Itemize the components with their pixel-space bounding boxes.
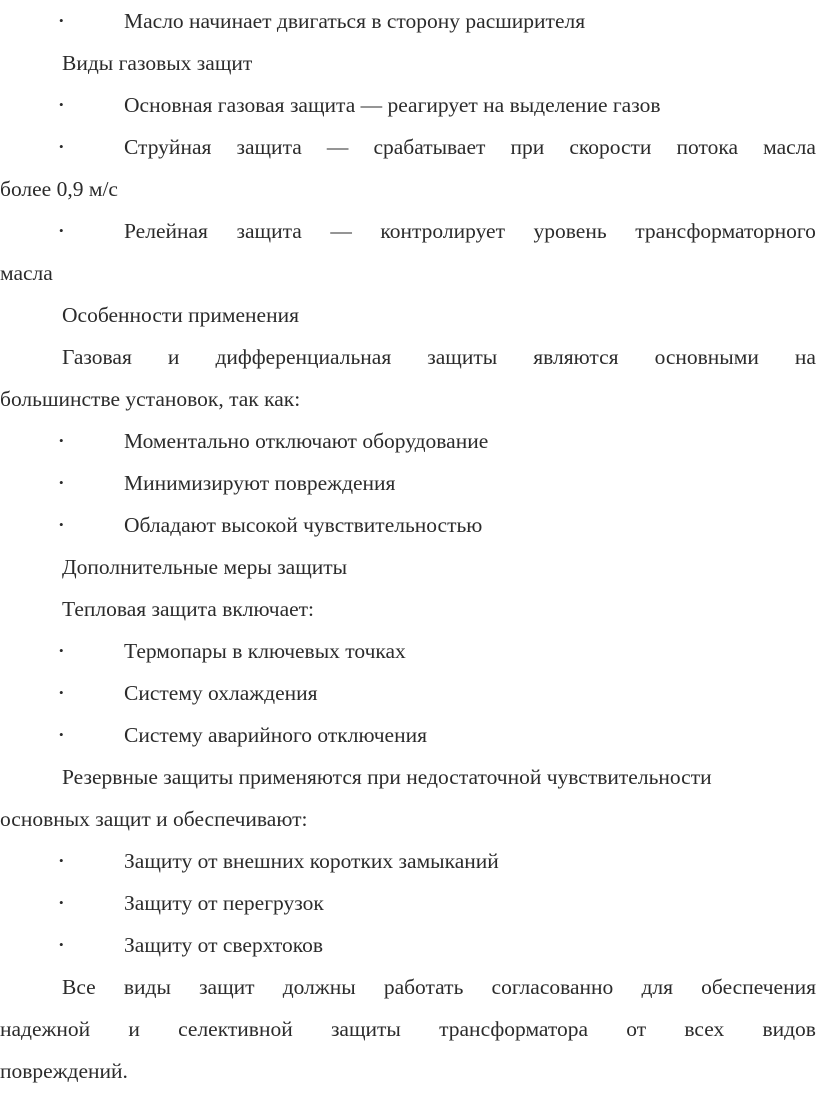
- word: защиты: [427, 345, 498, 369]
- paragraph-line: Резервные защиты применяются при недостаточной чувствительности: [62, 765, 712, 789]
- bullet-icon: •: [59, 475, 64, 490]
- word: обеспечения: [701, 975, 816, 999]
- word: Газовая: [62, 345, 132, 369]
- word: трансформаторного: [635, 219, 816, 243]
- paragraph-line: повреждений.: [0, 1059, 128, 1083]
- bullet-icon: •: [59, 433, 64, 448]
- word: основными: [654, 345, 759, 369]
- bullet-icon: •: [59, 643, 64, 658]
- word: для: [641, 975, 674, 999]
- bullet-icon: •: [59, 97, 64, 112]
- bullet-icon: •: [59, 223, 64, 238]
- word: —: [326, 135, 349, 159]
- word: всех: [684, 1017, 725, 1041]
- list-item: [0, 714, 816, 756]
- list-item: [0, 882, 816, 924]
- bullet-icon: •: [59, 517, 64, 532]
- list-item-text: Защиту от внешних коротких замыканий: [124, 849, 499, 873]
- word: защита: [236, 135, 302, 159]
- list-item: [0, 462, 816, 504]
- word: и: [167, 345, 180, 369]
- section-heading: Особенности применения: [62, 303, 299, 327]
- word: надежной: [0, 1017, 91, 1041]
- word: на: [794, 345, 816, 369]
- word: селективной: [178, 1017, 293, 1041]
- list-item-text: Масло начинает двигаться в сторону расширителя: [124, 9, 586, 33]
- word: при: [510, 135, 545, 159]
- bullet-icon: •: [59, 139, 64, 154]
- word: скорости: [569, 135, 652, 159]
- section-heading: Виды газовых защит: [62, 51, 253, 75]
- word: —: [330, 219, 352, 243]
- list-item: [0, 420, 816, 462]
- word: являются: [533, 345, 619, 369]
- word: защит: [199, 975, 255, 999]
- paragraph-line: [0, 336, 816, 378]
- word: уровень: [533, 219, 607, 243]
- list-item: [0, 0, 816, 42]
- list-item-text: Систему аварийного отключения: [124, 723, 427, 747]
- word: дифференциальная: [215, 345, 392, 369]
- section-heading: Дополнительные меры защиты: [62, 555, 348, 579]
- bullet-icon: •: [59, 13, 64, 28]
- list-item-text: [0, 210, 816, 252]
- word: срабатывает: [373, 135, 486, 159]
- word: Все: [62, 975, 96, 999]
- bullet-icon: •: [59, 685, 64, 700]
- word: Струйная: [124, 135, 212, 159]
- word: контролирует: [380, 219, 505, 243]
- list-item-text: Защиту от сверхтоков: [124, 933, 324, 957]
- list-item: [0, 84, 816, 126]
- word: защита: [236, 219, 302, 243]
- list-item-text: Основная газовая защита — реагирует на выделение газов: [124, 93, 661, 117]
- word: согласованно: [491, 975, 614, 999]
- word: масла: [763, 135, 816, 159]
- paragraph-line: [0, 966, 816, 1008]
- paragraph-line: основных защит и обеспечивают:: [0, 807, 308, 831]
- paragraph-line: [0, 1008, 816, 1050]
- list-item: [0, 672, 816, 714]
- list-item-text: Защиту от перегрузок: [124, 891, 324, 915]
- word: трансформатора: [439, 1017, 589, 1041]
- list-item-text: Систему охлаждения: [124, 681, 318, 705]
- word: работать: [383, 975, 464, 999]
- word: видов: [762, 1017, 816, 1041]
- word: защиты: [330, 1017, 401, 1041]
- list-item: [0, 126, 816, 168]
- list-item: [0, 840, 816, 882]
- list-item-continuation: более 0,9 м/с: [0, 177, 118, 201]
- list-item-continuation: масла: [0, 261, 53, 285]
- paragraph-line: Тепловая защита включает:: [62, 597, 315, 621]
- list-item: [0, 504, 816, 546]
- word: от: [626, 1017, 647, 1041]
- list-item-text: [0, 126, 816, 168]
- bullet-icon: •: [59, 727, 64, 742]
- word: потока: [676, 135, 739, 159]
- list-item-text: Термопары в ключевых точках: [124, 639, 406, 663]
- word: виды: [123, 975, 171, 999]
- paragraph-line: большинстве установок, так как:: [0, 387, 301, 411]
- word: и: [128, 1017, 140, 1041]
- bullet-icon: •: [59, 937, 64, 952]
- list-item-text: Моментально отключают оборудование: [124, 429, 489, 453]
- word: Релейная: [124, 219, 208, 243]
- list-item-text: Минимизируют повреждения: [124, 471, 396, 495]
- bullet-icon: •: [59, 895, 64, 910]
- bullet-icon: •: [59, 853, 64, 868]
- list-item: [0, 630, 816, 672]
- list-item: [0, 210, 816, 252]
- word: должны: [282, 975, 356, 999]
- list-item: [0, 924, 816, 966]
- list-item-text: Обладают высокой чувствительностью: [124, 513, 483, 537]
